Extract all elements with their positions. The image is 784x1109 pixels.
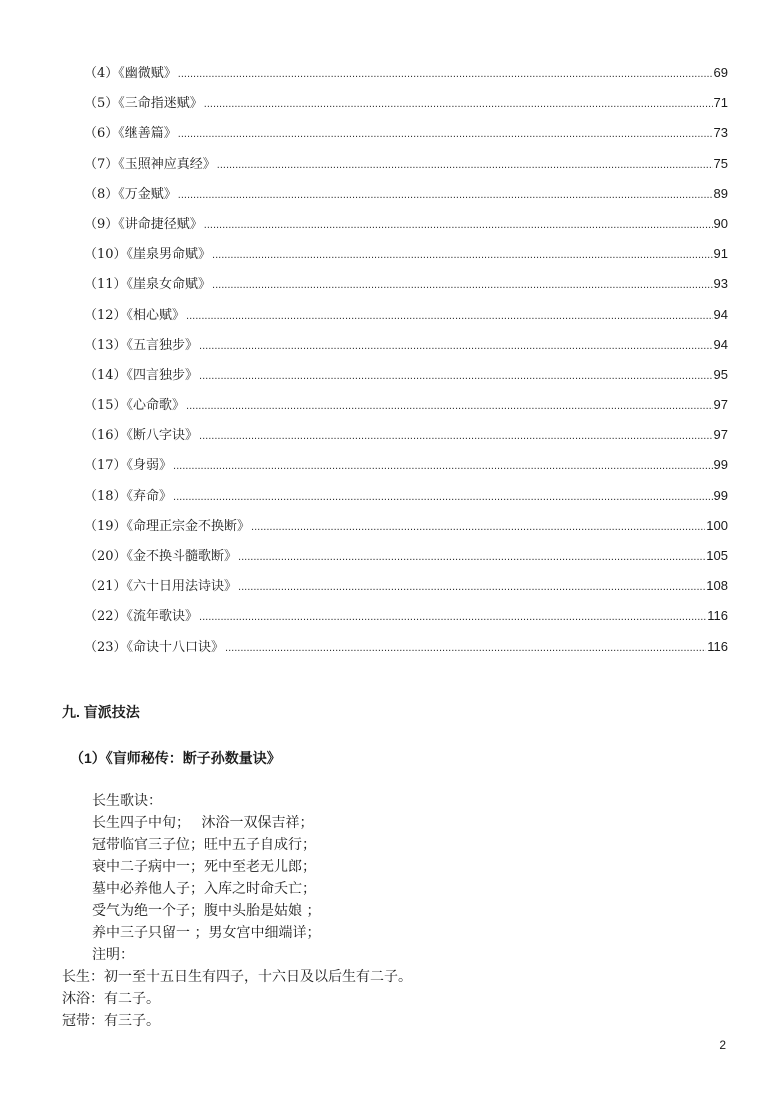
dot-leader bbox=[238, 572, 705, 602]
dot-leader bbox=[186, 391, 712, 421]
toc-entry-title: （7）《玉照神应真经》 bbox=[84, 156, 216, 172]
toc-entry-page: 90 bbox=[713, 215, 728, 231]
toc-entry-title: （12）《相心赋》 bbox=[84, 307, 186, 323]
toc-entry[interactable] bbox=[84, 511, 728, 541]
toc-entry-title: （14）《四言独步》 bbox=[84, 367, 199, 383]
toc-entry-title: （11）《崖泉女命赋》 bbox=[84, 277, 212, 293]
toc-entry-page: 105 bbox=[706, 548, 728, 563]
toc-entry-title: （22）《流年歌诀》 bbox=[84, 609, 199, 625]
toc-entry-title: （8）《万金赋》 bbox=[84, 186, 177, 202]
toc-entry-title: （15）《心命歌》 bbox=[84, 398, 186, 414]
page-number: 2 bbox=[719, 1038, 726, 1052]
dot-leader bbox=[199, 361, 712, 391]
toc-entry-title: （16）《断八字诀》 bbox=[84, 428, 199, 444]
toc-entry[interactable] bbox=[84, 601, 728, 631]
toc-entry-page: 94 bbox=[713, 306, 728, 322]
toc-entry-page: 94 bbox=[713, 336, 728, 352]
toc-entry-title: （21）《六十日用法诗诀》 bbox=[84, 579, 238, 595]
toc-entry[interactable] bbox=[84, 330, 728, 360]
dot-leader bbox=[178, 59, 713, 89]
toc-entry-page: 93 bbox=[713, 276, 728, 292]
sub-heading: （1）《盲师秘传：断子孙数量诀》 bbox=[70, 750, 281, 766]
toc-entry[interactable] bbox=[84, 209, 728, 239]
toc-entry-title: （19）《命理正宗金不换断》 bbox=[84, 518, 251, 534]
toc-entry-title: （6）《继善篇》 bbox=[84, 126, 177, 142]
toc-entry[interactable] bbox=[84, 481, 728, 511]
dot-leader bbox=[225, 633, 706, 663]
dot-leader bbox=[251, 512, 705, 542]
dot-leader bbox=[186, 301, 712, 331]
toc-entry-page: 89 bbox=[713, 185, 728, 201]
poem-line: 养中三子只留一 ；男女宫中细端详； bbox=[92, 925, 321, 941]
toc-entry-title: （17）《身弱》 bbox=[84, 458, 173, 474]
poem-line: 注明： bbox=[92, 947, 134, 963]
dot-leader bbox=[204, 89, 713, 119]
note-line: 沐浴：有二子。 bbox=[62, 991, 160, 1007]
toc-entry[interactable] bbox=[84, 632, 728, 662]
toc-entry-page: 99 bbox=[713, 457, 728, 473]
toc-entry[interactable] bbox=[84, 179, 728, 209]
toc-entry[interactable] bbox=[84, 541, 728, 571]
toc-entry-title: （4）《幽微赋》 bbox=[84, 66, 177, 81]
poem-line: 长生歌诀： bbox=[92, 793, 162, 809]
toc-entry-title: （9）《讲命捷径赋》 bbox=[84, 216, 203, 232]
toc-entry-page: 116 bbox=[707, 638, 728, 654]
toc-entry-page: 97 bbox=[713, 427, 728, 443]
dot-leader bbox=[217, 150, 713, 180]
toc-entry-page: 99 bbox=[713, 487, 728, 503]
toc-entry-title: （20）《金不换斗髓歌断》 bbox=[84, 549, 238, 564]
poem-line: 衰中二子病中一；死中至老无儿郎； bbox=[92, 859, 316, 875]
note-line: 冠带：有三子。 bbox=[62, 1013, 160, 1029]
toc-entry-page: 95 bbox=[713, 366, 728, 382]
table-of-contents bbox=[84, 58, 728, 662]
toc-entry-title: （23）《命诀十八口诀》 bbox=[84, 639, 225, 655]
poem-line: 受气为绝一个子；腹中头胎是姑娘 ； bbox=[92, 903, 321, 919]
dot-leader bbox=[199, 331, 712, 361]
poem-line: 冠带临官三子位；旺中五子自成行； bbox=[92, 837, 316, 853]
toc-entry-page: 108 bbox=[706, 578, 728, 594]
toc-entry[interactable] bbox=[84, 88, 728, 118]
toc-entry-title: （18）《弃命》 bbox=[84, 488, 173, 504]
toc-entry-page: 73 bbox=[713, 125, 728, 141]
dot-leader bbox=[204, 210, 713, 240]
toc-entry-title: （5）《三命指迷赋》 bbox=[84, 96, 203, 112]
poem-line: 长生四子中旬； 沐浴一双保吉祥； bbox=[92, 815, 314, 831]
dot-leader bbox=[178, 119, 713, 149]
toc-entry-page: 100 bbox=[706, 517, 728, 533]
dot-leader bbox=[212, 240, 712, 270]
toc-entry-page: 91 bbox=[713, 246, 728, 262]
section-heading: 九. 盲派技法 bbox=[62, 704, 140, 720]
toc-entry-page: 116 bbox=[707, 608, 728, 624]
toc-entry[interactable] bbox=[84, 239, 728, 269]
toc-entry-page: 75 bbox=[713, 155, 728, 171]
toc-entry[interactable] bbox=[84, 450, 728, 480]
poem-block bbox=[62, 790, 412, 1032]
toc-entry-page: 69 bbox=[713, 65, 728, 80]
dot-leader bbox=[173, 482, 712, 512]
toc-entry[interactable] bbox=[84, 571, 728, 601]
toc-entry-page: 71 bbox=[713, 95, 728, 111]
toc-entry[interactable] bbox=[84, 149, 728, 179]
toc-entry[interactable] bbox=[84, 58, 728, 88]
dot-leader bbox=[238, 542, 705, 572]
toc-entry[interactable] bbox=[84, 118, 728, 148]
toc-entry[interactable] bbox=[84, 300, 728, 330]
toc-entry-page: 97 bbox=[713, 397, 728, 413]
dot-leader bbox=[199, 602, 706, 632]
toc-entry-title: （10）《崖泉男命赋》 bbox=[84, 247, 212, 263]
poem-line: 墓中必养他人子；入库之时命夭亡； bbox=[92, 881, 316, 897]
dot-leader bbox=[178, 180, 713, 210]
toc-entry[interactable] bbox=[84, 360, 728, 390]
toc-entry-title: （13）《五言独步》 bbox=[84, 337, 199, 353]
toc-entry[interactable] bbox=[84, 420, 728, 450]
dot-leader bbox=[212, 270, 712, 300]
note-line: 长生：初一至十五日生有四子，十六日及以后生有二子。 bbox=[62, 969, 412, 985]
toc-entry[interactable] bbox=[84, 269, 728, 299]
toc-entry[interactable] bbox=[84, 390, 728, 420]
dot-leader bbox=[173, 451, 712, 481]
dot-leader bbox=[199, 421, 712, 451]
